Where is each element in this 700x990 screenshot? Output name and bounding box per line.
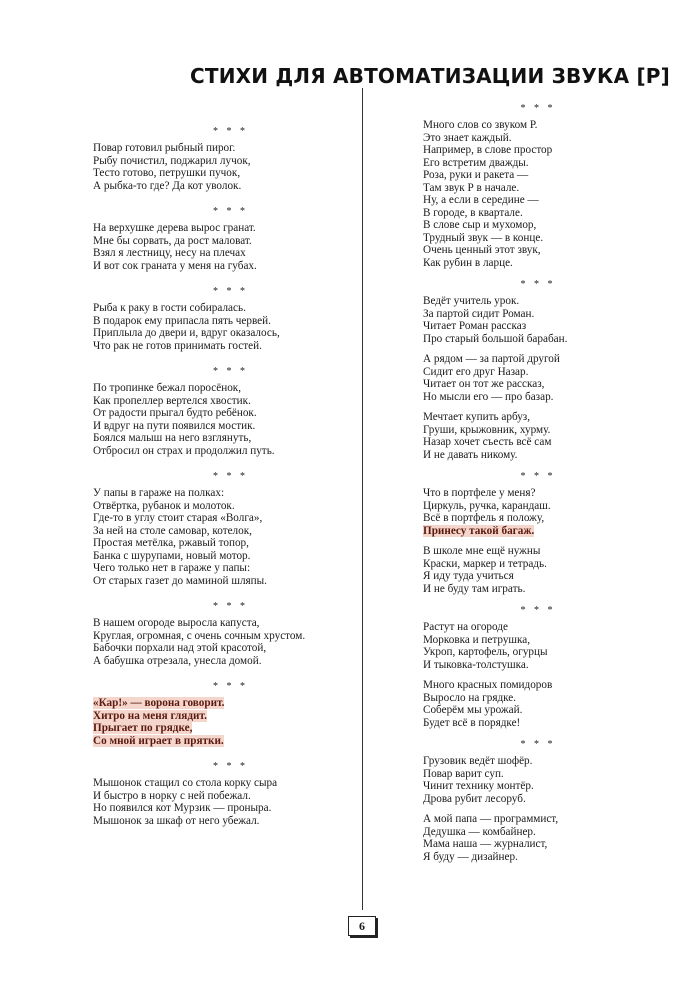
poem-separator: * * * (213, 681, 248, 692)
stanza (423, 813, 623, 863)
poem-line: Всё в портфель я положу, (423, 512, 545, 524)
stanza (93, 222, 358, 272)
poem-separator: * * * (213, 206, 248, 217)
poem-line: Соберём мы урожай. (423, 704, 523, 716)
poem-line: Мышонок за шкаф от него убежал. (93, 814, 260, 827)
poem-line: Мышонок стащил со стола корку сыра (93, 777, 278, 789)
poem-line: Как рубин в ларце. (423, 256, 513, 269)
poem-line (93, 697, 358, 710)
right-column (423, 103, 623, 873)
poem-line: По тропинке бежал поросёнок, (93, 382, 242, 394)
poem-line: Я иду туда учиться (423, 570, 514, 582)
poem-line: Трудный звук — в конце. (423, 231, 544, 244)
poem-line: Что рак не готов принимать гостей. (93, 339, 262, 352)
poem-line: Отбросил он страх и продолжил путь. (93, 444, 275, 457)
poem-separator: * * * (213, 471, 248, 482)
poem-line: Но мысли его — про базар. (423, 390, 554, 403)
poem-line: Бабочки порхали над этой красотой, (93, 642, 267, 654)
poem-separator: * * * (520, 471, 556, 482)
poem-line: И вот сок граната у меня на губах. (93, 259, 257, 272)
page-number: 6 (348, 916, 376, 936)
poem-line: Чего только нет в гараже у папы: (93, 562, 251, 574)
poem-line: Дедушка — комбайнер. (423, 825, 536, 838)
poem-line: Грузовик ведёт шофёр. (423, 755, 533, 767)
poem-line: Мама наша — журналист, (423, 838, 548, 850)
poem-line: Груши, крыжовник, хурму. (423, 423, 551, 436)
poem-line: И вдруг на пути появился мостик. (93, 419, 256, 432)
stanza (423, 119, 623, 269)
poem-line: Взял я лестницу, несу на плечах (93, 247, 246, 259)
poem-line: Про старый большой барабан. (423, 332, 568, 345)
poem-separator: * * * (213, 286, 248, 297)
stanza (93, 382, 358, 457)
poem (93, 471, 358, 587)
poem-line: А мой папа — программист, (423, 813, 559, 825)
poem-line: Читает Роман рассказ (423, 320, 527, 332)
poem-line: Банка с шурупами, новый мотор. (93, 549, 251, 562)
poem-line (93, 735, 358, 748)
stanza (93, 697, 358, 747)
poem-line (93, 722, 358, 735)
column-divider (362, 88, 363, 910)
poem-line: Мечтает купить арбуз, (423, 411, 531, 423)
poem-line: И быстро в норку с ней побежал. (93, 789, 251, 802)
poem-line: Боялся малыш на него взглянуть, (93, 432, 252, 444)
poem-line: Растут на огороде (423, 621, 508, 633)
poem-line: Я буду — дизайнер. (423, 850, 518, 863)
stanza (423, 621, 623, 671)
poem-line: Очень ценный этот звук, (423, 244, 541, 256)
poem-line: В школе мне ещё нужны (423, 545, 541, 557)
poem-line: За партой сидит Роман. (423, 307, 535, 320)
poem-line: А бабушка отрезала, унесла домой. (93, 654, 262, 667)
poem-line: Будет всё в порядке! (423, 716, 521, 729)
highlighted-text: Прыгает по грядке, (93, 722, 193, 734)
poem (93, 206, 358, 272)
poem-line: Назар хочет съесть всё сам (423, 436, 552, 448)
poem (93, 286, 358, 352)
poem-line: Приплыла до двери и, вдруг оказалось, (93, 327, 280, 339)
poem (423, 471, 623, 595)
poem-line: Как пропеллер вертелся хвостик. (93, 394, 251, 407)
poem (423, 279, 623, 461)
poem-line: Простая метёлка, ржавый топор, (93, 537, 249, 549)
left-column (93, 126, 358, 841)
poem-line: Выросло на грядке. (423, 691, 517, 704)
stanza (93, 142, 358, 192)
poem-line: Например, в слове простор (423, 144, 553, 156)
poem-line: В нашем огороде выросла капуста, (93, 617, 260, 629)
poem-line: Мне бы сорвать, да рост маловат. (93, 234, 252, 247)
poem-line: А рыбка-то где? Да кот уволок. (93, 179, 242, 192)
poem-line: Дрова рубит лесоруб. (423, 792, 526, 805)
poem-line: Чинит технику монтёр. (423, 780, 534, 792)
poem (93, 366, 358, 457)
poem-separator: * * * (520, 279, 556, 290)
poem-line: Повар варит суп. (423, 767, 504, 780)
poem-line: На верхушке дерева вырос гранат. (93, 222, 256, 234)
highlighted-text: «Кар!» — ворона говорит. (93, 697, 225, 709)
poem-line: Круглая, огромная, с очень сочным хрустом. (93, 629, 306, 642)
poem-line: А рядом — за партой другой (423, 353, 560, 365)
poem-line: В слове сыр и мухомор, (423, 219, 537, 231)
poem-line: Ведёт учитель урок. (423, 295, 520, 307)
poem-line: Читает он тот же рассказ, (423, 378, 545, 390)
poem-line: За ней на столе самовар, котелок, (93, 524, 252, 537)
poem-line: У папы в гараже на полках: (93, 487, 225, 499)
poem-line: Рыбу почистил, поджарил лучок, (93, 154, 251, 167)
poem-line: Что в портфеле у меня? (423, 487, 536, 499)
poem-separator: * * * (520, 605, 556, 616)
poem-line: Рыба к раку в гости собиралась. (93, 302, 246, 314)
poem-separator: * * * (213, 601, 248, 612)
stanza (93, 487, 358, 587)
stanza (423, 679, 623, 729)
highlighted-text: Хитро на меня глядит. (93, 709, 207, 722)
stanza (423, 353, 623, 403)
poem (93, 761, 358, 827)
highlighted-text: Со мной играет в прятки. (93, 734, 224, 747)
poem-line: Роза, руки и ракета — (423, 169, 529, 181)
poem (93, 681, 358, 747)
stanza (423, 755, 623, 805)
poem-line: Тесто готово, петрушки пучок, (93, 167, 241, 179)
poem-separator: * * * (213, 761, 248, 772)
poem (93, 126, 358, 192)
poem-line: От радости прыгал будто ребёнок. (93, 407, 257, 419)
highlighted-text: Принесу такой багаж. (423, 524, 535, 537)
poem-line (93, 710, 358, 723)
poem-line: В городе, в квартале. (423, 206, 523, 219)
poem (423, 739, 623, 863)
stanza (93, 777, 358, 827)
poem-separator: * * * (213, 366, 248, 377)
poem-line: Укроп, картофель, огурцы (423, 646, 548, 658)
poem-line: Много слов со звуком Р. (423, 119, 538, 131)
stanza (423, 487, 623, 537)
poem-line: Это знает каждый. (423, 131, 512, 144)
poem (423, 103, 623, 269)
poem-line: И тыковка-толстушка. (423, 658, 529, 671)
page-title: СТИХИ ДЛЯ АВТОМАТИЗАЦИИ ЗВУКА [Р] (190, 64, 670, 88)
poem-line: Циркуль, ручка, карандаш. (423, 499, 551, 512)
poem-line: Там звук Р в начале. (423, 181, 520, 194)
poem-line: Морковка и петрушка, (423, 633, 531, 646)
poem-line: И не буду там играть. (423, 582, 526, 595)
stanza (423, 411, 623, 461)
poem-line: Его встретим дважды. (423, 156, 529, 169)
poem-line: Повар готовил рыбный пирог. (93, 142, 236, 154)
stanza (423, 545, 623, 595)
poem-line: Много красных помидоров (423, 679, 553, 691)
poem-line (423, 525, 623, 538)
poem (423, 605, 623, 729)
poem-line: От старых газет до маминой шляпы. (93, 574, 267, 587)
poem-line: В подарок ему припасла пять червей. (93, 314, 271, 327)
poem-separator: * * * (213, 126, 248, 137)
poem-line: Сидит его друг Назар. (423, 365, 529, 378)
stanza (93, 302, 358, 352)
stanza (423, 295, 623, 345)
poem-line: Где-то в углу стоит старая «Волга», (93, 512, 263, 524)
poem-separator: * * * (520, 103, 556, 114)
poem (93, 601, 358, 667)
poem-line: Краски, маркер и тетрадь. (423, 557, 547, 570)
poem-line: Ну, а если в середине — (423, 194, 539, 206)
poem-line: Но появился кот Мурзик — проныра. (93, 802, 272, 814)
poem-line: И не давать никому. (423, 448, 518, 461)
poem-separator: * * * (520, 739, 556, 750)
poem-line: Отвёртка, рубанок и молоток. (93, 499, 235, 512)
stanza (93, 617, 358, 667)
